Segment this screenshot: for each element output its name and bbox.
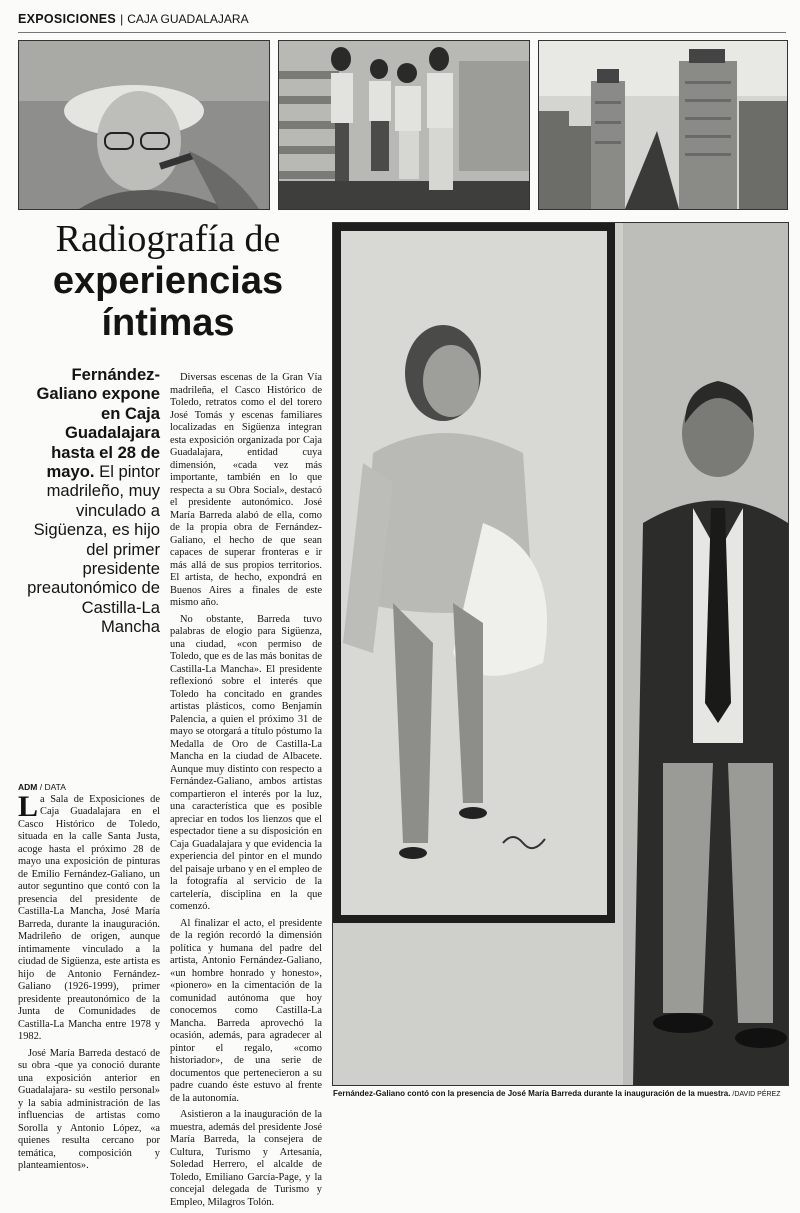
paragraph-mid-3: Al finalizar el acto, el presidente de la región recordó la dimensión política y humana del padre del artista, Antonio Fernández-Galiano, «un hombre honrado y honesto», «pionero» en la cimentación de la comunidad autónoma que hoy conocemos como Castilla-La Mancha. Barreda aprovechó la ocasión, además, para agradecer al pintor el regalo, «como historiador», de una serie de documentos que pertenecieron a su padre cuando éste estuvo al frente de la autonomía.	[170, 917, 322, 1104]
subsection-label: CAJA GUADALAJARA	[127, 12, 249, 26]
article-column-middle	[170, 372, 322, 1213]
portrait-painting	[19, 41, 269, 209]
children-painting	[279, 41, 529, 209]
dropcap: L	[18, 789, 39, 823]
paragraph-mid-4: Asistieron a la inauguración de la muestra, además del presidente José María Barreda, la consejera de Cultura, Turismo y Artesanía, Soledad Herrero, el alcalde de Toledo, Emiliano García-Page, y la concejal delegada de Turismo y Empleo, Milagros Tolón.	[170, 1109, 322, 1208]
byline-separator: /	[37, 782, 45, 792]
photo-portrait-man-hat	[18, 40, 270, 210]
byline-author: ADM	[18, 782, 38, 792]
photo-caption	[333, 1089, 788, 1098]
byline-agency: DATA	[44, 782, 66, 792]
section-separator: |	[120, 12, 124, 26]
headline-line-2: experiencias	[52, 260, 284, 302]
photo-gran-via-city	[538, 40, 788, 210]
byline	[18, 781, 160, 794]
paragraph-mid-2: No obstante, Barreda tuvo palabras de elogio para Sigüenza, una ciudad, «con permiso de Toledo, que es de las más bonitas de Castilla-La Mancha». El presidente reflexionó sobre el interés que Toledo ha concitado en grandes artistas plásticos, como Benjamín Palencia, a quien el próximo 31 de mayo se otorgará a título póstumo la Medalla de Oro de Castilla-La Mancha en la ciudad de Albacete. Aunque muy distinto con respecto a Fernández-Galiano, ambos artistas compartieron el interés por la luz, una característica que es posible apreciar en todos los lienzos que el espectador tiene a su disposición en Caja Guadalajara y que evidencia la experiencia del pintor en el mundo del paisaje urbano y en el empleo de la fotografía al servicio de la cartelería, disciplina en la que comenzó.	[170, 613, 322, 912]
headline-line-1: Radiografía de	[55, 218, 281, 260]
article-column-left	[18, 781, 160, 1177]
headline-line-3: íntimas	[101, 302, 235, 344]
standfirst-bold: Fernández-Galiano expone en Caja Guadalajara hasta el 28 de mayo.	[36, 365, 160, 482]
photo-main-inauguration	[332, 222, 789, 1086]
headline	[18, 220, 318, 342]
section-label: EXPOSICIONES	[18, 12, 117, 26]
caption-text: Fernández-Galiano contó con la presencia de José María Barreda durante la inauguración de la muestra.	[333, 1089, 731, 1098]
section-header	[18, 10, 786, 33]
paragraph-mid-1: Diversas escenas de la Gran Vía madrileña, el Casco Histórico de Toledo, retratos como el del torero José Tomás y escenas familiares localizadas en Sigüenza integran esta exposición organizada por Caja Guadalajara, entidad cuya dimensión, «cada vez más importante, también en lo que respecta a su Obra Social», destacó el presidente autonómico. José María Barreda alabó de ella, como de la propia obra de Fernández-Galiano, el hecho de que sean capaces de superar fronteras e ir más allá de sus propios territorios. El artista, de hecho, expondrá en Buenos Aires a finales de este mismo año.	[170, 372, 322, 608]
caption-credit: /DAVID PÉREZ	[730, 1091, 781, 1098]
standfirst	[18, 365, 160, 637]
paragraph-left-1-text: a Sala de Exposiciones de Caja Guadalajara en el Casco Histórico de Toledo, situada en la calle Santa Justa, acoge hasta el próximo 28 de mayo una exposición de pinturas de Emilio Fernández-Galiano, un autor seguntino que contó con la presencia del presidente de Castilla-La Mancha, José María Barreda, durante la inauguración. Madrileño de origen, aunque íntimamente vinculado a la ciudad de Sigüenza, este artista es hijo de Antonio Fernández-Galiano (1926-1999), primer presidente preautonómico de la Junta de Comunidades de Castilla-La Mancha entre 1978 y 1982.	[18, 793, 160, 1042]
standfirst-regular: El pintor madrileño, muy vinculado a Sigüenza, es hijo del primer presidente preautonómico de Castilla-La Mancha	[27, 462, 160, 637]
paragraph-left-2: José María Barreda destacó de su obra -que ya conoció durante una exposición anterior en Guadalajara- su «estilo personal» y la sabia administración de las influencias de artistas como Sorolla y Antonio López, «a quienes resulta cercano por temática, composición y planteamientos».	[18, 1047, 160, 1171]
main-photo-illustration	[333, 223, 788, 1085]
paragraph-left-1	[18, 789, 160, 1044]
cityscape-painting	[539, 41, 787, 209]
photo-children-steps	[278, 40, 530, 210]
